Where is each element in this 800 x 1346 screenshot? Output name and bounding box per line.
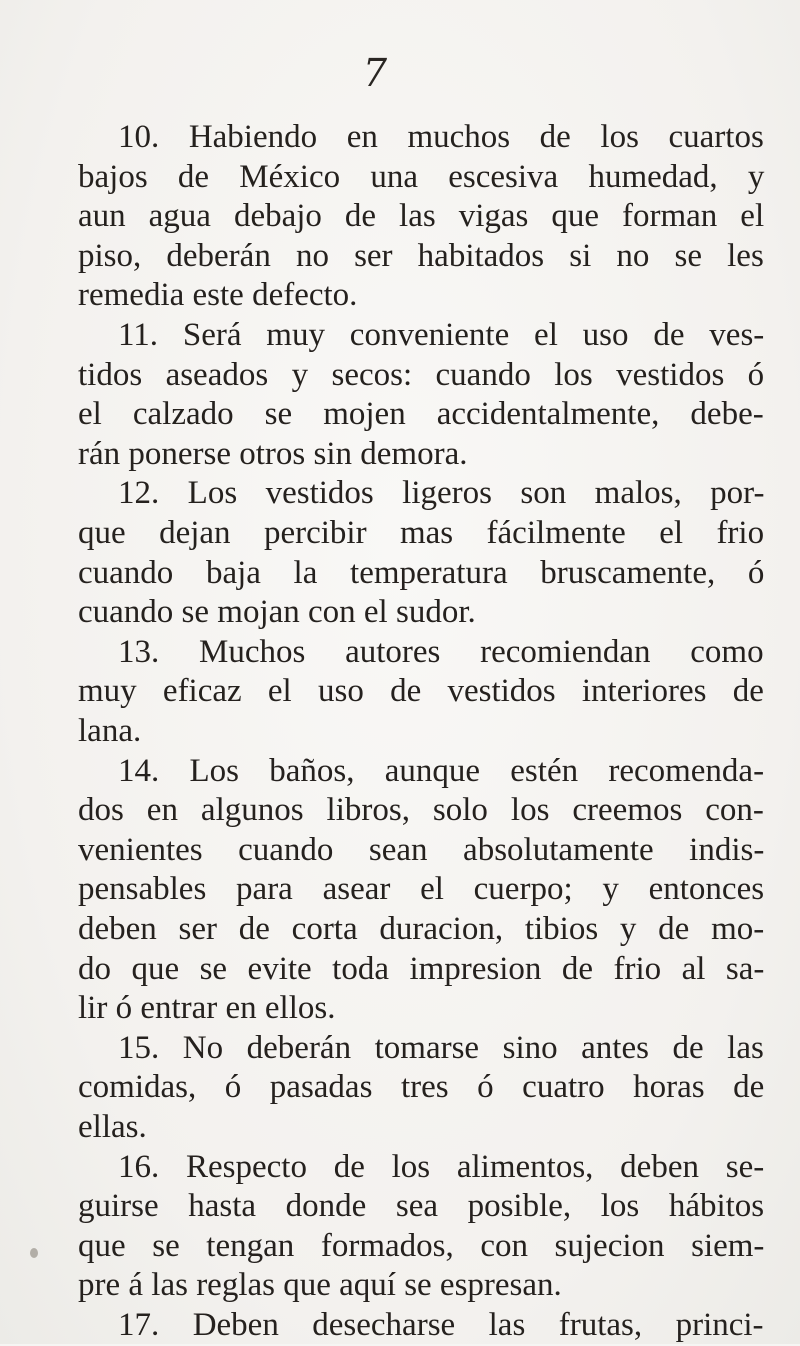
text-line: venientes cuando sean absolutamente indis-	[78, 831, 765, 868]
text-line: bajos de México una escesiva humedad, y	[78, 158, 765, 195]
text-line: remedia este defecto.	[78, 277, 358, 314]
text-line: dos en algunos libros, solo los creemos con-	[78, 792, 764, 829]
ink-stain	[30, 1248, 38, 1258]
text-line: ellas.	[78, 1109, 147, 1145]
text-line: 15. No deberán tomarse sino antes de las	[118, 1029, 764, 1066]
text-line: do que se evite toda impresion de frio al sa-	[78, 950, 765, 987]
text-line: 11. Será muy conveniente el uso de ves-	[118, 317, 765, 353]
text-line: 17. Deben desecharse las frutas, princi-	[118, 1307, 764, 1343]
text-line: pensables para asear el cuerpo; y entonces	[78, 871, 765, 908]
text-line: 12. Los vestidos ligeros son malos, por-	[118, 475, 765, 512]
text-line: cuando se mojan con el sudor.	[78, 594, 476, 631]
page-number: 7	[362, 51, 388, 95]
text-line: tidos aseados y secos: cuando los vestidos ó	[78, 356, 765, 393]
text-line: comidas, ó pasadas tres ó cuatro horas de	[78, 1069, 765, 1106]
text-line: que se tengan formados, con sujecion siem-	[78, 1227, 765, 1264]
text-line: pre á las reglas que aquí se espresan.	[78, 1267, 562, 1304]
text-line: muy eficaz el uso de vestidos interiores de	[78, 673, 764, 710]
text-line: lir ó entrar en ellos.	[78, 990, 336, 1027]
text-line: 16. Respecto de los alimentos, deben se-	[118, 1148, 765, 1185]
text-line: deben ser de corta duracion, tibios y de mo-	[78, 911, 765, 947]
text-line: que dejan percibir mas fácilmente el frio	[78, 515, 765, 551]
text-line: piso, deberán no ser habitados si no se les	[78, 237, 764, 274]
text-line: aun agua debajo de las vigas que forman el	[78, 198, 765, 235]
text-line: guirse hasta donde sea posible, los hábitos	[78, 1188, 765, 1225]
text-line: 10. Habiendo en muchos de los cuartos	[118, 119, 764, 155]
text-line: cuando baja la temperatura bruscamente, ó	[78, 554, 765, 591]
text-line: 14. Los baños, aunque estén recomenda-	[118, 752, 765, 789]
text-line: 13. Muchos autores recomiendan como	[118, 633, 764, 670]
text-line: rán ponerse otros sin demora.	[78, 435, 468, 472]
text-line: lana.	[78, 713, 142, 749]
text-line: el calzado se mojen accidentalmente, debe-	[78, 396, 764, 433]
